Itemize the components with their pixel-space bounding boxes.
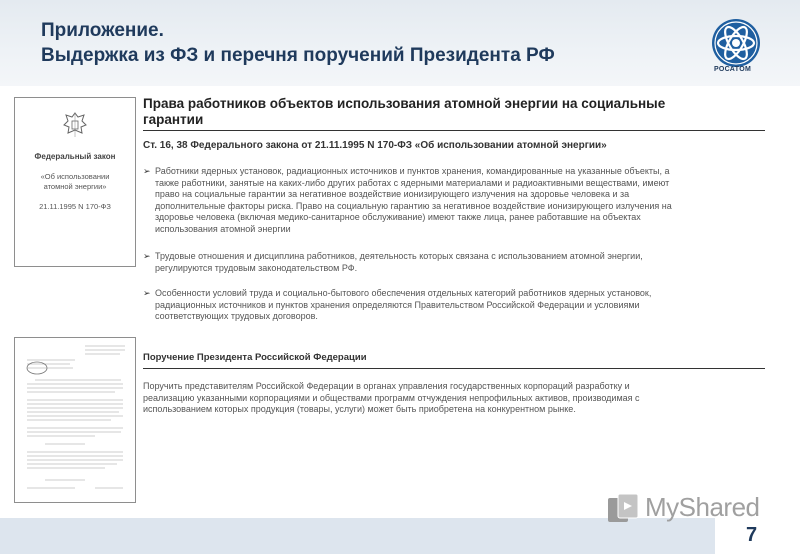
bullet-line: Трудовые отношения и дисциплина работников, деятельность которых связана с использованием атомной энергии, <box>155 251 643 261</box>
law-heading: Ст. 16, 38 Федерального закона от 21.11.1995 N 170-ФЗ «Об использовании атомной энергии» <box>143 140 607 151</box>
bullet-line: здоровье человека (включая медико-санитарное обслуживание) имеют также лица, ранее работавшие на объектах <box>155 212 641 223</box>
bullet-text <box>155 166 753 236</box>
watermark-text: MyShared <box>645 492 760 522</box>
section-title-line1: Права работников объектов использования атомной энергии на социальные <box>143 96 666 111</box>
bullet-line: дополнительные факторы риска. Право на социальную гарантию за негативное воздействие ионизирующего излучения на <box>155 200 672 211</box>
bullet-arrow-icon: ➢ <box>143 166 151 176</box>
instruction-line: реализацию указанными корпорациями и обществами программ отчуждения непрофильных активов, производимая с <box>143 392 640 403</box>
bullet-line: Особенности условий труда и социально-бытового обеспечения отдельных категорий работников ядерных установок, <box>155 288 652 298</box>
law-card-type: Федеральный закон <box>34 152 116 161</box>
bullet-line: регулируются трудовым законодательством РФ. <box>155 262 358 273</box>
bullet-line: соответствующих трудовых договоров. <box>155 311 318 322</box>
bullet-line: радиационных источников и пунктов хранения определяются Правительством Российской Федерации и условиями <box>155 299 640 310</box>
coat-of-arms-icon <box>62 111 88 139</box>
page-number: 7 <box>746 524 758 546</box>
bullet-line: также работники, занятые на каких-либо других работах с ядерными материалами и радиоактивными веществами, имеют <box>155 177 670 188</box>
law-card <box>14 97 136 267</box>
bullet-item-2 <box>143 251 753 274</box>
instruction-heading: Поручение Президента Российской Федерации <box>143 352 367 363</box>
law-card-name <box>15 172 135 192</box>
bullet-line: право на социальные гарантии за негативное воздействие ионизирующего излучения на здоровье человека и за <box>155 189 630 200</box>
instruction-line: использованием которых продукция (товары, услуги) может быть приобретена на конкурентном рынке. <box>143 404 576 415</box>
bullet-arrow-icon: ➢ <box>143 288 151 298</box>
instruction-line: Поручить представителям Российской Федерации в органах управления государственных корпораций разработку и <box>143 381 630 391</box>
bullet-item-1 <box>143 166 753 236</box>
law-card-name-part1: «Об использовании <box>40 172 110 181</box>
myshared-logo-icon <box>606 492 642 528</box>
law-card-date: 21.11.1995 N 170-ФЗ <box>39 202 111 211</box>
logo-text: РОСАТОМ <box>714 66 752 73</box>
bullet-arrow-icon: ➢ <box>143 251 151 261</box>
slide-title-line2: Выдержка из ФЗ и перечня поручений Президента РФ <box>41 45 555 66</box>
bullet-line: использования атомной энергии <box>155 223 291 234</box>
instruction-divider <box>143 368 765 369</box>
page-number-box <box>715 518 800 554</box>
section-title <box>143 96 763 128</box>
section-title-line2: гарантии <box>143 112 204 127</box>
slide-title-line1: Приложение. <box>41 20 164 41</box>
bullet-text <box>155 251 753 274</box>
bullet-line: Работники ядерных установок, радиационных источников и пунктов хранения, командированные на указанные объекты, а <box>155 166 670 176</box>
document-scan-icon <box>15 338 135 502</box>
bullet-text <box>155 288 753 323</box>
instruction-text <box>143 381 753 416</box>
decree-document-thumbnail <box>14 337 136 503</box>
section-divider <box>143 130 765 131</box>
slide-header <box>0 0 800 86</box>
law-card-name-part2: атомной энергии» <box>43 182 107 191</box>
bullet-item-3 <box>143 288 753 323</box>
